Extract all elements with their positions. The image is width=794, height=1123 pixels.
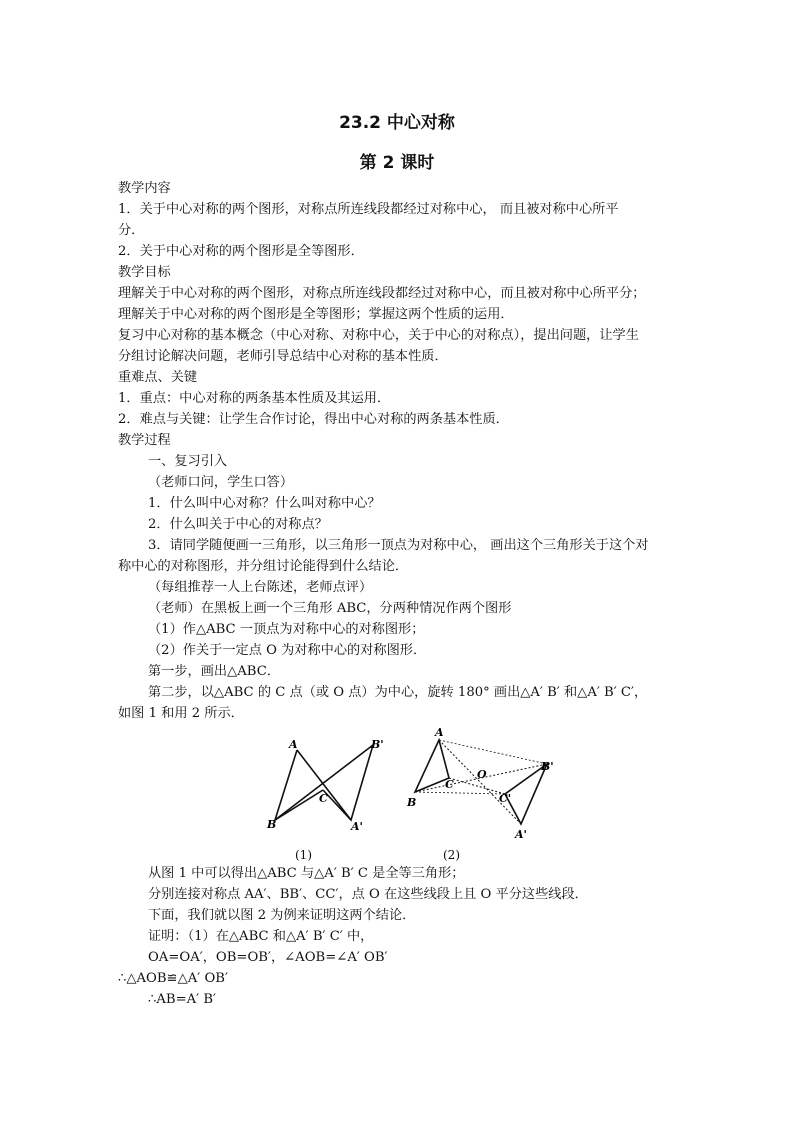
figures bbox=[255, 720, 575, 870]
text-line: 2．关于中心对称的两个图形是全等图形． bbox=[118, 244, 364, 259]
text-line: 1．关于中心对称的两个图形，对称点所连线段都经过对称中心， 而且被对称中心所平 bbox=[118, 202, 619, 217]
text-line: 第二步，以△ABC 的 C 点（或 O 点）为中心，旋转 180° 画出△A′ B′ 和△A′ B′ C′， bbox=[148, 685, 648, 700]
caption-fig-1: (1) bbox=[295, 848, 312, 862]
text-line: 如图 1 和用 2 所示． bbox=[118, 706, 244, 721]
label-B1: B' bbox=[371, 738, 384, 751]
label-A: A bbox=[289, 738, 298, 751]
label-A1-fig2: A' bbox=[515, 828, 527, 841]
text-line: 1．什么叫中心对称？什么叫对称中心？ bbox=[148, 496, 381, 511]
heading-keypoints: 重难点、关键 bbox=[118, 370, 198, 385]
heading-content: 教学内容 bbox=[118, 181, 171, 196]
heading-goals: 教学目标 bbox=[118, 265, 171, 280]
text-line: 称中心的对称图形，并分组讨论能得到什么结论． bbox=[118, 559, 409, 574]
text-line: （老师）在黑板上画一个三角形 ABC，分两种情况作两个图形 bbox=[148, 601, 512, 616]
text-line: ∴AB=A′ B′ bbox=[148, 992, 217, 1007]
heading-process: 教学过程 bbox=[118, 433, 171, 448]
text-line: （1）作△ABC 一顶点为对称中心的对称图形； bbox=[148, 622, 425, 637]
text-line: 分． bbox=[118, 223, 145, 238]
lesson-title: 23.2 中心对称 bbox=[339, 113, 455, 133]
text-line: 从图 1 中可以得出△ABC 与△A′ B′ C 是全等三角形； bbox=[148, 866, 465, 881]
text-line: 分别连接对称点 AA′、BB′、CC′，点 O 在这些线段上且 O 平分这些线段． bbox=[148, 887, 588, 902]
text-line: （2）作关于一定点 O 为对称中心的对称图形． bbox=[148, 643, 427, 658]
label-B1-fig2: B' bbox=[541, 760, 554, 773]
label-O: O bbox=[477, 768, 487, 781]
text-line: （每组推荐一人上台陈述，老师点评） bbox=[148, 580, 373, 595]
text-line: 一、复习引入 bbox=[148, 454, 228, 469]
text-line: 3．请同学随便画一三角形，以三角形一顶点为对称中心， 画出这个三角形关于这个对 bbox=[148, 538, 649, 553]
text-line: 复习中心对称的基本概念（中心对称、对称中心，关于中心的对称点），提出问题，让学生 bbox=[118, 328, 639, 343]
text-line: 证明：（1）在△ABC 和△A′ B′ C′ 中， bbox=[148, 929, 374, 944]
label-C-fig2: C bbox=[445, 778, 454, 791]
label-A-fig2: A bbox=[435, 726, 444, 739]
text-line: 第一步，画出△ABC． bbox=[148, 664, 281, 679]
label-B-fig2: B bbox=[407, 796, 417, 809]
text-line: 理解关于中心对称的两个图形是全等图形；掌握这两个性质的运用． bbox=[118, 307, 514, 322]
text-line: 分组讨论解决问题，老师引导总结中心对称的基本性质． bbox=[118, 349, 448, 364]
figure-2 bbox=[406, 726, 554, 841]
text-line: 2．难点与关键：让学生合作讨论，得出中心对称的两条基本性质． bbox=[118, 412, 509, 427]
text-line: 理解关于中心对称的两个图形，对称点所连线段都经过对称中心，而且被对称中心所平分； bbox=[118, 286, 646, 301]
text-line: 2．什么叫关于中心的对称点？ bbox=[148, 517, 328, 532]
text-line: OA=OA′，OB=OB′，∠AOB=∠A′ OB′ bbox=[148, 950, 388, 965]
text-line: 下面，我们就以图 2 为例来证明这两个结论． bbox=[148, 908, 416, 923]
label-B: B bbox=[267, 818, 277, 831]
figure-1 bbox=[266, 738, 384, 833]
text-line: 1．重点：中心对称的两条基本性质及其运用． bbox=[118, 391, 391, 406]
caption-fig-2: (2) bbox=[443, 848, 460, 862]
lesson-subtitle: 第 2 课时 bbox=[359, 153, 435, 173]
text-line: ∴△AOB≌△A′ OB′ bbox=[118, 971, 228, 986]
label-A1: A' bbox=[351, 820, 363, 833]
text-line: （老师口问，学生口答） bbox=[148, 475, 294, 490]
label-C1-fig2: C' bbox=[499, 792, 512, 805]
label-C: C bbox=[319, 792, 328, 805]
